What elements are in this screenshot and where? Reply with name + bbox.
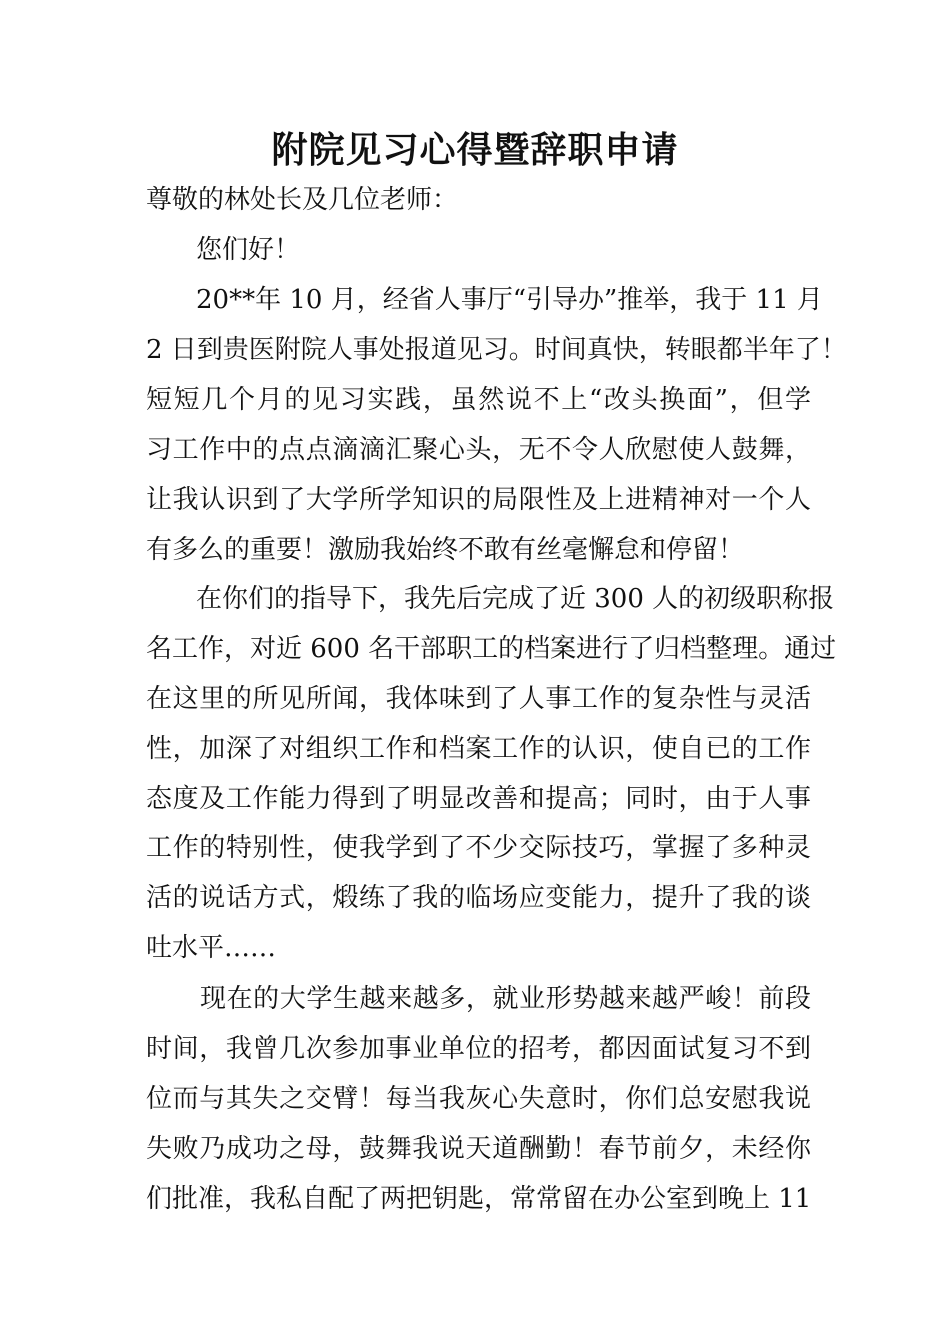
paragraph-line: 让我认识到了大学所学知识的局限性及上进精神对一个人 xyxy=(146,485,811,515)
paragraph-line: 短短几个月的见习实践，虽然说不上“改头换面”，但学 xyxy=(146,385,811,415)
paragraph-line: 位而与其失之交臂！每当我灰心失意时，你们总安慰我说 xyxy=(146,1084,811,1114)
paragraph-line: 20**年 10 月，经省人事厅“引导办”推举，我于 11 月 xyxy=(196,285,823,315)
salutation: 尊敬的林处长及几位老师： xyxy=(146,185,459,215)
paragraph-line: 有多么的重要！激励我始终不敢有丝毫懈怠和停留！ xyxy=(146,535,745,565)
paragraph-line: 工作的特别性，使我学到了不少交际技巧，掌握了多种灵 xyxy=(146,833,811,863)
paragraph-line: 性，加深了对组织工作和档案工作的认识，使自已的工作 xyxy=(146,734,811,764)
paragraph-line: 活的说话方式，煅练了我的临场应变能力，提升了我的谈 xyxy=(146,883,811,913)
paragraph-line: 吐水平…… xyxy=(146,933,277,963)
document-title: 附院见习心得暨辞职申请 xyxy=(271,130,679,171)
greeting: 您们好！ xyxy=(196,235,301,265)
paragraph-line: 在你们的指导下，我先后完成了近 300 人的初级职称报 xyxy=(196,584,835,614)
paragraph-line: 习工作中的点点滴滴汇聚心头，无不令人欣慰使人鼓舞， xyxy=(146,435,811,465)
paragraph-line: 名工作，对近 600 名干部职工的档案进行了归档整理。通过 xyxy=(146,634,837,664)
paragraph-line: 失败乃成功之母，鼓舞我说天道酬勤！春节前夕，未经你 xyxy=(146,1134,811,1164)
paragraph-line: 现在的大学生越来越多，就业形势越来越严峻！前段 xyxy=(200,984,811,1014)
paragraph-line: 们批准，我私自配了两把钥匙，常常留在办公室到晚上 11 xyxy=(146,1184,812,1214)
paragraph-line: 态度及工作能力得到了明显改善和提高；同时，由于人事 xyxy=(146,784,811,814)
paragraph-line: 在这里的所见所闻，我体味到了人事工作的复杂性与灵活 xyxy=(146,684,811,714)
paragraph-line: 2 日到贵医附院人事处报道见习。时间真快，转眼都半年了！ xyxy=(146,335,847,365)
paragraph-line: 时间，我曾几次参加事业单位的招考，都因面试复习不到 xyxy=(146,1034,811,1064)
